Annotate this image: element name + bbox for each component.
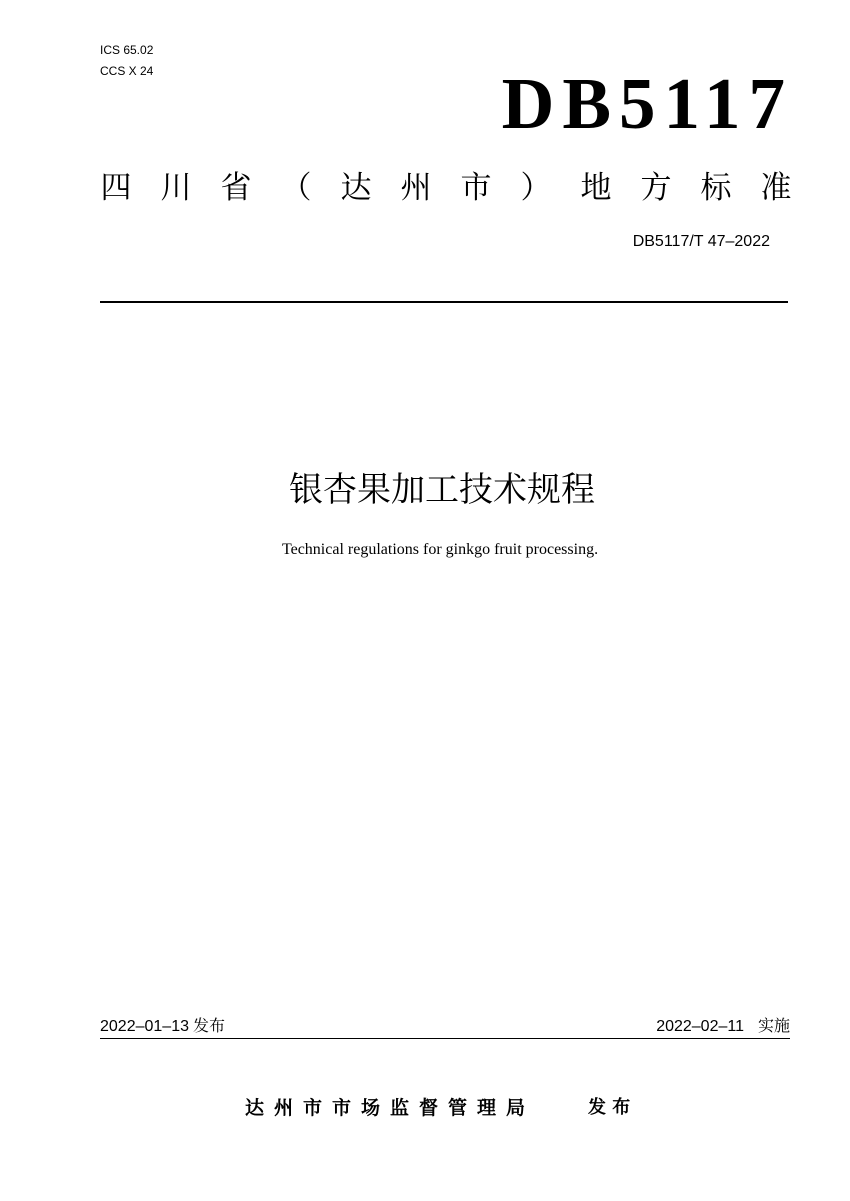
publish-label: 发布 bbox=[192, 1018, 225, 1035]
publish-info bbox=[100, 1017, 225, 1037]
implement-info bbox=[656, 1017, 790, 1037]
standard-type-char: 方 bbox=[640, 170, 672, 206]
document-title-english: Technical regulations for ginkgo fruit processing. bbox=[281, 541, 599, 558]
header-divider bbox=[100, 301, 788, 303]
ccs-code: CCS X 24 bbox=[100, 64, 154, 78]
standard-type-char: 标 bbox=[700, 170, 732, 206]
implement-date: 2022–02–11 bbox=[656, 1018, 744, 1035]
standard-type-char: 川 bbox=[160, 170, 192, 206]
standard-type-char: 四 bbox=[100, 170, 132, 206]
ics-code: ICS 65.02 bbox=[100, 43, 154, 57]
standard-number: DB5117/T 47–2022 bbox=[632, 233, 770, 250]
standard-type-char: 达 bbox=[340, 170, 372, 206]
standard-type-char: 准 bbox=[760, 170, 792, 206]
standard-code-logo: DB5117 bbox=[501, 63, 793, 144]
standard-type-char: 市 bbox=[460, 170, 492, 206]
standard-type-char: ） bbox=[520, 170, 552, 206]
publish-date: 2022–01–13 bbox=[100, 1018, 189, 1035]
standard-type-char: （ bbox=[280, 170, 312, 206]
implement-label: 实施 bbox=[757, 1018, 790, 1035]
standard-type-heading bbox=[100, 169, 792, 207]
standard-type-char: 地 bbox=[580, 170, 612, 206]
issuing-label: 发 布 bbox=[588, 1097, 631, 1118]
standard-type-char: 州 bbox=[400, 170, 432, 206]
issuing-authority: 达州市市场监督管理局 bbox=[245, 1097, 536, 1119]
document-title-chinese: 银杏果加工技术规程 bbox=[289, 470, 595, 510]
standard-type-char: 省 bbox=[220, 170, 252, 206]
dates-row bbox=[100, 1017, 790, 1039]
